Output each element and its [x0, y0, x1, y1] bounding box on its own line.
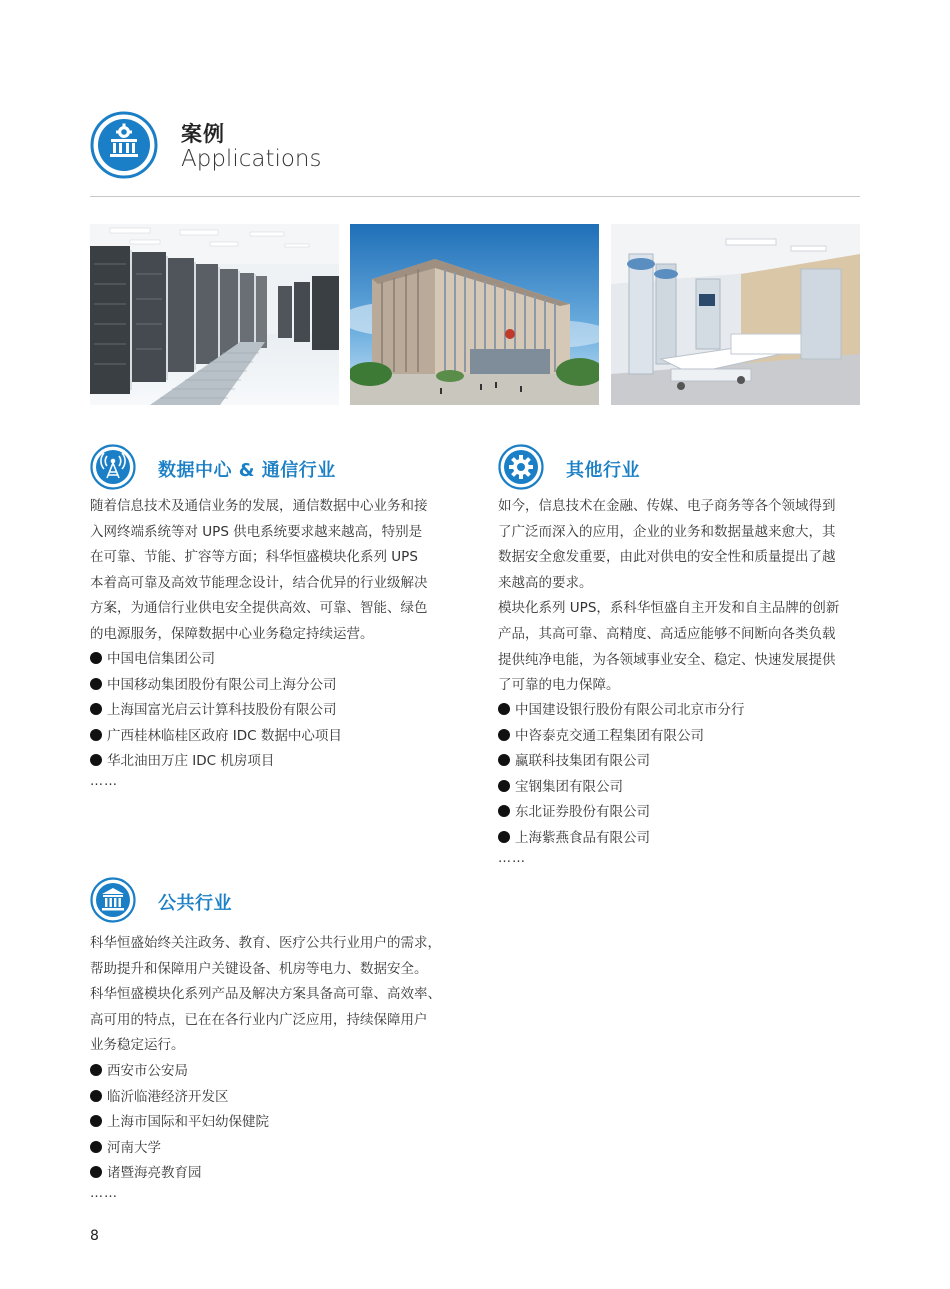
list-item [90, 1161, 269, 1187]
public-description [90, 931, 460, 1059]
client-name: 西安市公安局 [107, 1063, 188, 1079]
bullet-icon [90, 1141, 102, 1153]
text-line: 入网终端系统等对 UPS 供电系统要求越来越高，特别是 [90, 523, 423, 540]
client-name: 赢联科技集团有限公司 [515, 753, 650, 770]
header-divider [90, 196, 860, 197]
public-client-list [90, 1059, 269, 1187]
section-title-other: 其他行业 [566, 460, 640, 481]
list-item [498, 775, 745, 801]
bullet-icon [498, 805, 510, 817]
text-line: 本着高可靠及高效节能理念设计，结合优异的行业级解决 [90, 574, 428, 591]
other-description [498, 494, 862, 699]
list-item [90, 698, 342, 724]
text-line: 如今，信息技术在金融、传媒、电子商务等各个领域得到 [498, 498, 836, 514]
client-name: 中国移动集团股份有限公司上海分公司 [107, 676, 337, 693]
data-center-photo [90, 224, 339, 405]
bullet-icon [90, 1064, 102, 1076]
bullet-icon [498, 703, 510, 715]
bullet-icon [90, 703, 102, 715]
page-number: 8 [90, 1228, 99, 1244]
applications-icon [90, 111, 158, 179]
bullet-icon [90, 1115, 102, 1127]
text-line: 帮助提升和保障用户关键设备、机房等电力、数据安全。 [90, 960, 428, 977]
other-client-list [498, 698, 745, 852]
client-name: 宝钢集团有限公司 [515, 778, 623, 795]
text-line: 模块化系列 UPS，系科华恒盛自主开发和自主品牌的创新 [498, 600, 840, 617]
list-item [498, 800, 745, 826]
bullet-icon [498, 831, 510, 843]
client-name: 临沂临港经济开发区 [107, 1088, 229, 1105]
gear-icon [498, 444, 544, 490]
text-line: 在可靠、节能、扩容等方面；科华恒盛模块化系列 UPS [90, 549, 418, 566]
section-title-public: 公共行业 [158, 893, 232, 914]
more-ellipsis: …… [498, 851, 526, 866]
page-title-en: Applications [181, 146, 322, 172]
list-item [498, 724, 745, 750]
text-line: 了广泛而深入的应用，企业的业务和数据量越来愈大，其 [498, 523, 836, 540]
bullet-icon [90, 754, 102, 766]
client-name: 中咨泰克交通工程集团有限公司 [515, 727, 704, 744]
text-line: 高可用的特点，已在在各行业内广泛应用，持续保障用户 [90, 1011, 428, 1028]
hospital-ward-photo [611, 224, 860, 405]
bullet-icon [90, 1090, 102, 1102]
text-line: 了可靠的电力保障。 [498, 677, 620, 694]
list-item [90, 1085, 269, 1111]
list-item [498, 826, 745, 852]
text-line: 随着信息技术及通信业务的发展，通信数据中心业务和接 [90, 498, 428, 514]
list-item [90, 749, 342, 775]
text-line: 数据安全愈发重要，由此对供电的安全性和质量提出了越 [498, 549, 836, 566]
text-line: 来越高的要求。 [498, 574, 593, 591]
client-name: 广西桂林临桂区政府 IDC 数据中心项目 [107, 727, 342, 744]
section-title-datacenter: 数据中心 & 通信行业 [158, 460, 336, 481]
client-name: 诸暨海亮教育园 [107, 1165, 202, 1182]
client-name: 中国建设银行股份有限公司北京市分行 [515, 702, 745, 718]
list-item [90, 1110, 269, 1136]
client-name: 上海国富光启云计算科技股份有限公司 [107, 702, 337, 719]
client-name: 上海紫燕食品有限公司 [515, 829, 650, 846]
more-ellipsis: …… [90, 1186, 118, 1201]
list-item [498, 749, 745, 775]
text-line: 提供纯净电能，为各领域事业安全、稳定、快速发展提供 [498, 651, 836, 668]
bullet-icon [90, 652, 102, 664]
list-item [498, 698, 745, 724]
more-ellipsis: …… [90, 774, 118, 789]
government-building-photo [350, 224, 599, 405]
client-name: 上海市国际和平妇幼保健院 [107, 1114, 269, 1131]
text-line: 科华恒盛始终关注政务、教育、医疗公共行业用户的需求， [90, 935, 441, 951]
list-item [90, 673, 342, 699]
datacenter-client-list [90, 647, 342, 775]
bullet-icon [498, 729, 510, 741]
page-title-zh: 案例 [181, 122, 225, 146]
client-name: 中国电信集团公司 [107, 651, 215, 667]
text-line: 方案，为通信行业供电安全提供高效、可靠、智能、绿色 [90, 600, 428, 617]
list-item [90, 1059, 269, 1085]
bullet-icon [90, 729, 102, 741]
institution-icon [90, 877, 136, 923]
bullet-icon [90, 1166, 102, 1178]
bullet-icon [498, 754, 510, 766]
text-line: 业务稳定运行。 [90, 1037, 185, 1054]
list-item [90, 724, 342, 750]
bullet-icon [90, 678, 102, 690]
client-name: 东北证券股份有限公司 [515, 804, 650, 821]
text-line: 产品，其高可靠、高精度、高适应能够不间断向各类负载 [498, 625, 836, 642]
client-name: 河南大学 [107, 1139, 161, 1156]
client-name: 华北油田万庄 IDC 机房项目 [107, 753, 275, 770]
list-item [90, 1136, 269, 1162]
datacenter-description [90, 494, 454, 648]
text-line: 科华恒盛模块化系列产品及解决方案具备高可靠、高效率、 [90, 986, 441, 1003]
text-line: 的电源服务，保障数据中心业务稳定持续运营。 [90, 625, 374, 642]
signal-tower-icon [90, 444, 136, 490]
bullet-icon [498, 780, 510, 792]
list-item [90, 647, 342, 673]
